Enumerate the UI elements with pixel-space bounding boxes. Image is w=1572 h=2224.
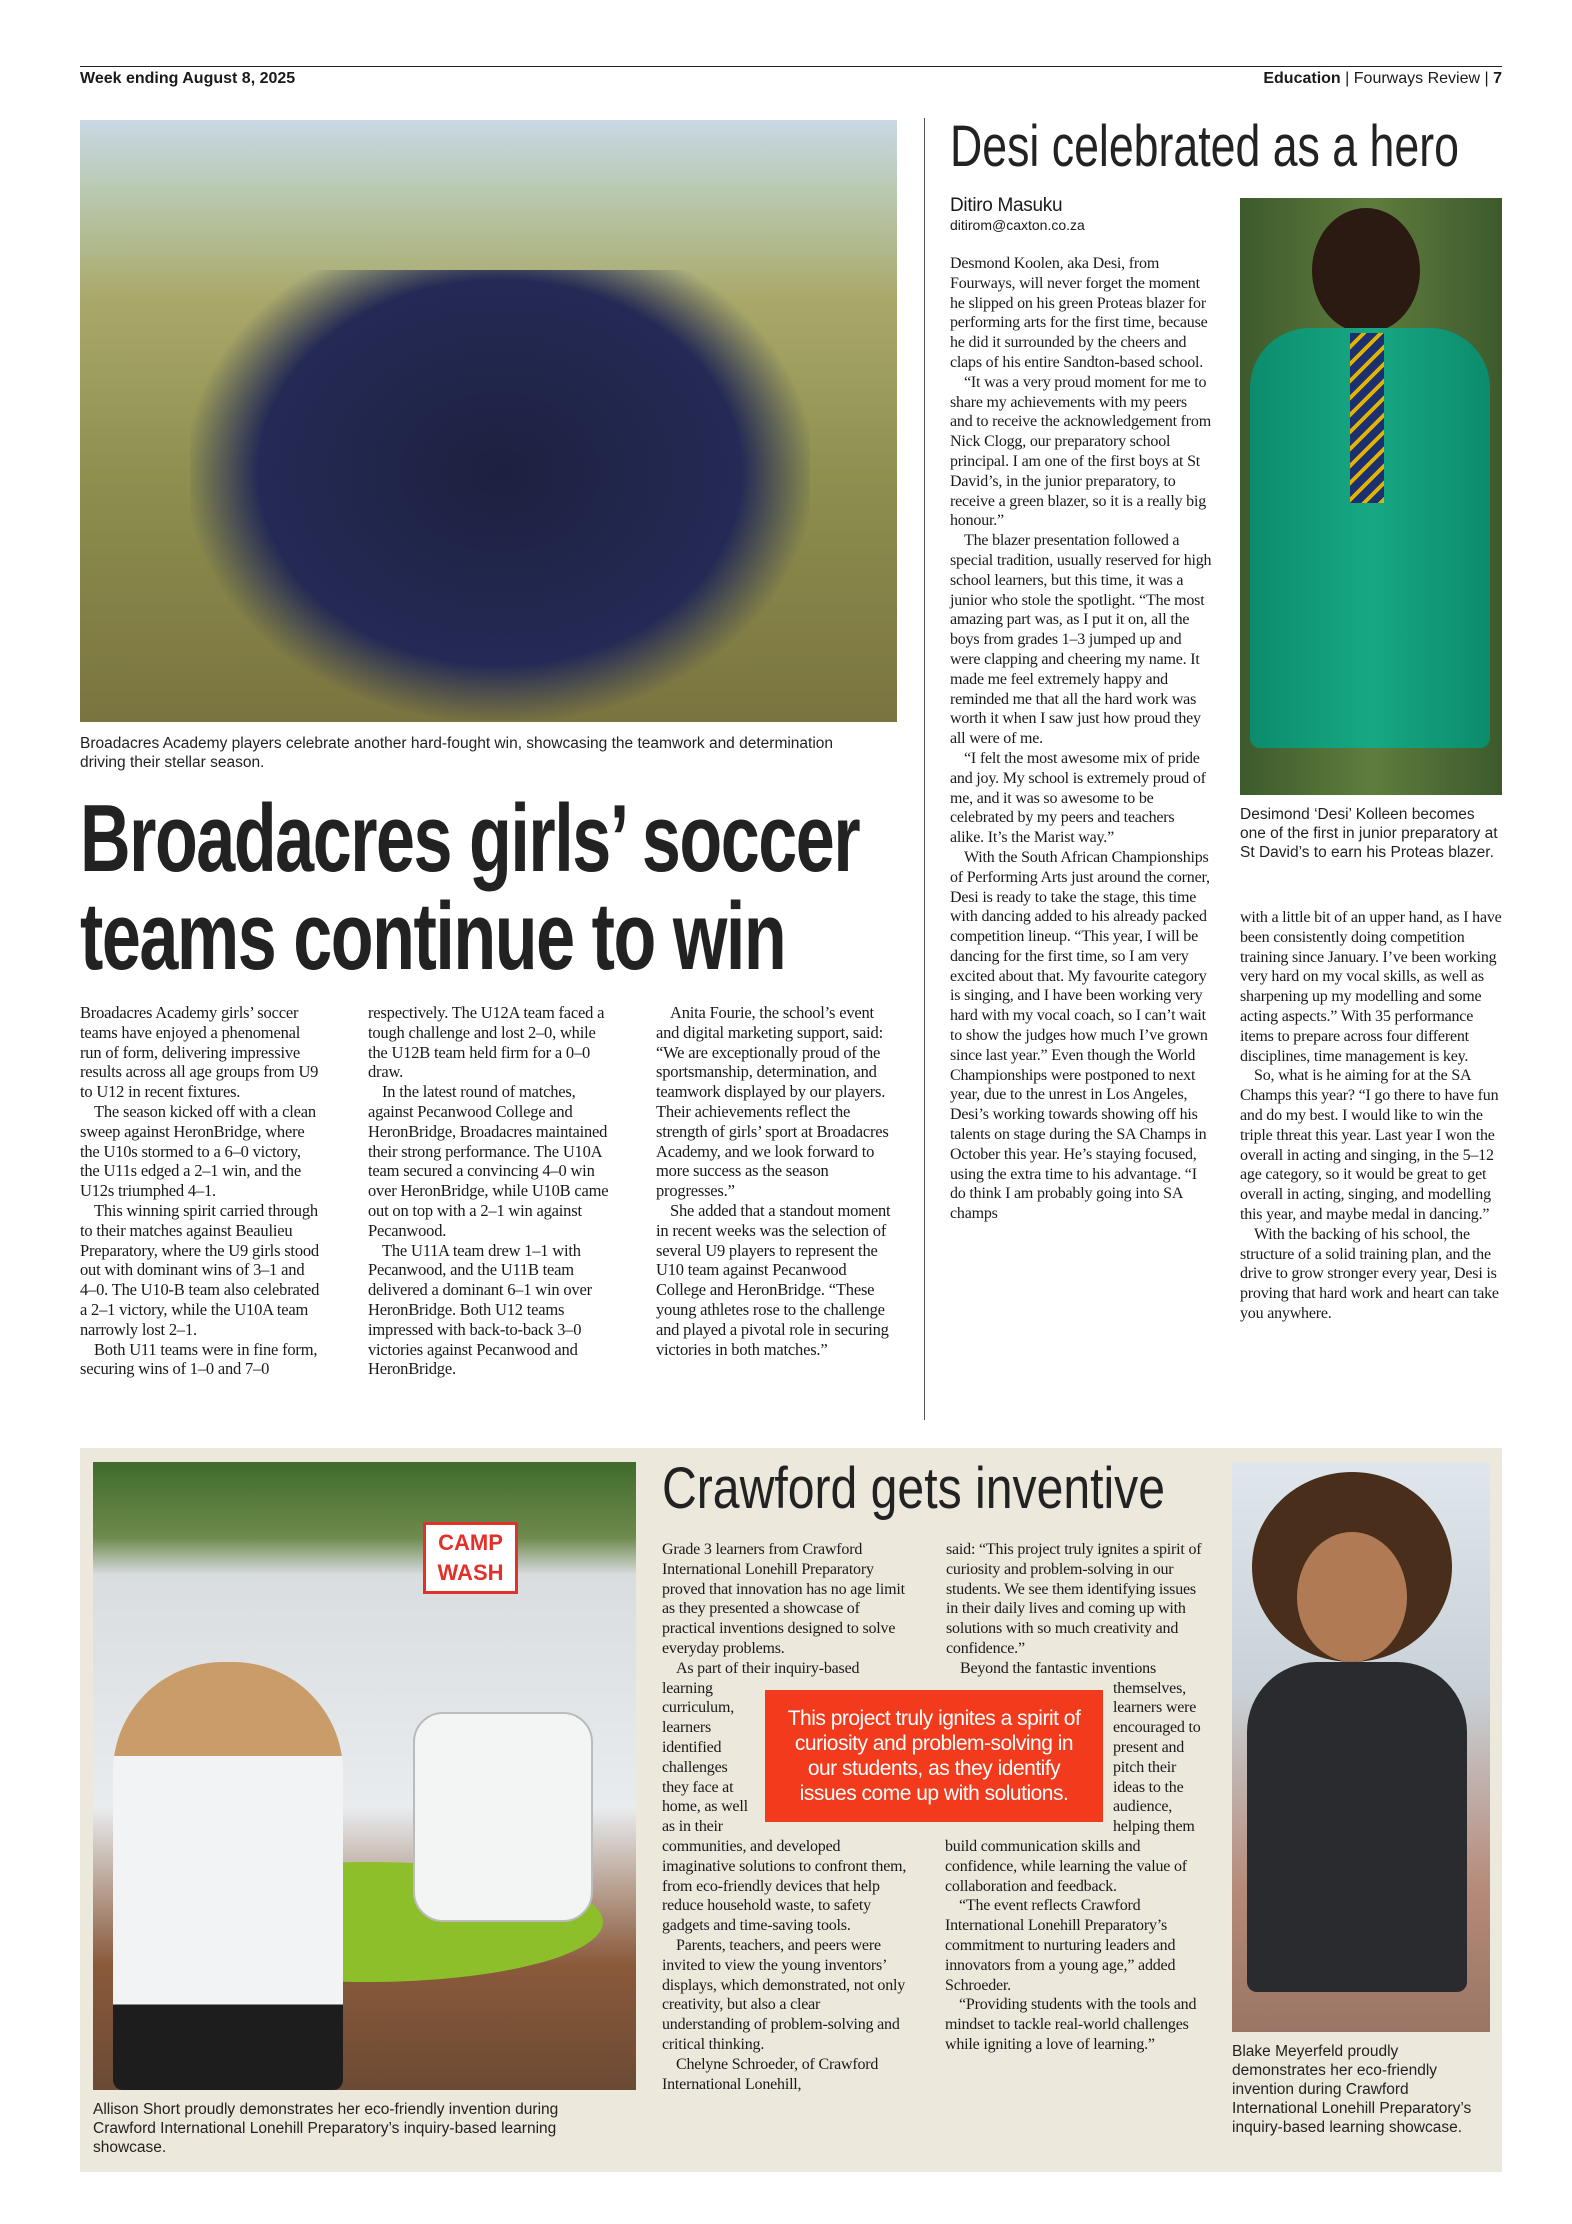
byline-author: Ditiro Masuku <box>950 195 1063 216</box>
girl-figure <box>113 1662 343 2090</box>
paragraph: The season kicked off with a clean sweep against HeronBridge, where the U10s stormed to a 6–0 victory, the U11s edged a 2–1 win, and the U12s triumphed 4–1. <box>80 1101 316 1201</box>
right-photo-caption: Blake Meyerfeld proudly demonstrates her eco-friendly invention during Crawford International Lonehill Preparatory’s inquiry-based learning showcase. <box>1232 2043 1472 2136</box>
section-name: Education <box>1263 70 1341 87</box>
soccer-headline-line-1: Broadacres girls’ soccer <box>80 785 860 892</box>
paragraph: Both U11 teams were in fine form, securing wins of 1–0 and 7–0 respectively. The U12A team faced a tough challenge and lost 2–0, while the U12B team held firm for a 0–0 draw. <box>80 1003 605 1379</box>
desi-photo-caption: Desimond ‘Desi’ Kolleen becomes one of the first in junior preparatory at St David’s to earn his Proteas blazer. <box>1240 806 1498 861</box>
boy-face <box>1312 208 1420 333</box>
paragraph: Beyond the fantastic inventions themselves, learners were encouraged to present and pitch their ideas to the audience, helping them build communication skills and confidence, while learning the value of collaboration and feedback. <box>945 1659 1201 1895</box>
desi-article-col-1 <box>950 254 1212 1224</box>
paragraph: Chelyne Schroeder, of Crawford International Lonehill, <box>662 2055 879 2093</box>
crawford-headline: Crawford gets inventive <box>662 1456 1166 1521</box>
paragraph: said: “This project truly ignites a spirit of curiosity and problem-solving in our students. We see them identifying issues in their daily lives and coming up with solutions with so much creativity and confidence.” <box>946 1541 1202 1657</box>
desi-headline: Desi celebrated as a hero <box>950 114 1459 179</box>
paragraph: “It was a very proud moment for me to share my achievements with my peers and to receive the acknowledgement from Nick Clogg, our preparatory school principal. I am one of the first boys at St David’s, in the junior preparatory, to receive a green blazer, so it is a really big honour.” <box>950 373 1211 530</box>
soccer-article-body <box>80 1003 900 1423</box>
separator: | <box>1484 70 1489 87</box>
paragraph: Grade 3 learners from Crawford International Lonehill Preparatory proved that innovation has no age limit as they presented a showcase of practical inventions designed to solve everyday problems. <box>662 1541 905 1657</box>
issue-date: Week ending August 8, 2025 <box>80 70 296 87</box>
column-divider <box>924 118 925 1420</box>
soccer-team-photo <box>80 120 897 722</box>
white-bucket <box>413 1712 593 1922</box>
page-number: 7 <box>1493 70 1502 87</box>
paragraph: “The event reflects Crawford International Lonehill Preparatory’s commitment to nurturing leaders and innovators from a young age,” added Schroeder. <box>945 1897 1176 1994</box>
paragraph: Desmond Koolen, aka Desi, from Fourways, will never forget the moment he slipped on his green Proteas blazer for performing arts for the first time, because he did it surrounded by the cheers and claps of his entire Sandton-based school. <box>950 255 1208 371</box>
paragraph: As part of their inquiry-based learning curriculum, learners identified challenges they face at home, as well as in their communities, and developed imaginative solutions to confront them, from eco-friendly devices that help reduce household waste, to safety gadgets and time-saving tools. <box>662 1659 907 1935</box>
header-rule <box>80 66 1502 67</box>
paragraph: With the South African Championships of Performing Arts just around the corner, Desi is ready to take the stage, this time with dancing added to his already packed competition lineup. “This year, I will be dancing for the first time, so I am very excited about that. My favourite category is singing, and I have been working very hard with my vocal coach, so I can’t wait to show the judges how much I’ve grown since last year.” Even though the World Championships were postponed to next year, due to the unrest in Los Angeles, Desi’s working towards showing off his talents on stage during the SA Champs in October this year. He’s staying focused, using the extra time to his advantage. “I do think I am probably going into SA champs <box>950 848 1210 1223</box>
dark-jacket <box>1247 1662 1467 1992</box>
paragraph: She added that a standout moment in recent weeks was the selection of several U9 players to represent the U10 team against Pecanwood College and HeronBridge. “These young athletes rose to the challenge and played a pivotal role in securing victories in both matches.” <box>656 1200 891 1359</box>
byline-email: ditirom@caxton.co.za <box>950 217 1085 233</box>
paragraph: “Providing students with the tools and mindset to tackle real-world challenges while igniting a love of learning.” <box>945 1996 1197 2053</box>
paragraph: with a little bit of an upper hand, as I have been consistently doing competition training since January. I’ve been working very hard on my vocal skills, as well as sharpening up my modelling and some acting aspects.” With 35 performance items to prepare across four different disciplines, time management is key. <box>1240 909 1502 1065</box>
paragraph: The blazer presentation followed a special tradition, usually reserved for high school learners, but this time, it was a junior who stole the spotlight. “The most amazing part was, as I put it on, all the boys from grades 1–3 jumped up and were clapping and cheering my name. It made me feel extremely happy and reminded me that all the hard work was worth it when I saw just how proud they all were of me. <box>950 532 1212 748</box>
pull-quote: This project truly ignites a spirit of curiosity and problem-solving in our students, as they identify issues come up with solutions. <box>765 1690 1103 1822</box>
pull-quote-offset <box>911 1540 912 1686</box>
paper-name: Fourways Review <box>1353 70 1481 87</box>
page-folio <box>1263 70 1502 88</box>
left-photo-caption: Allison Short proudly demonstrates her eco-friendly invention during Crawford International Lonehill Preparatory’s inquiry-based learning showcase. <box>93 2101 559 2156</box>
players-group <box>190 270 810 720</box>
desi-portrait-photo <box>1240 198 1502 795</box>
desi-article-col-2 <box>1240 908 1504 1324</box>
separator: | <box>1345 70 1350 87</box>
paragraph: In the latest round of matches, against Pecanwood College and HeronBridge, Broadacres maintained their strong performance. The U10A team secured a convincing 4–0 win over HeronBridge, while U10B came out on top with a 2–1 win against Pecanwood. <box>368 1082 609 1240</box>
shirt-tie <box>1350 333 1384 503</box>
paragraph: Anita Fourie, the school’s event and digital marketing support, said: “We are exceptionally proud of the sportsmanship, determination, and teamwork displayed by our players. Their achievements reflect the strength of girls’ sport at Broadacres Academy, and we look forward to more success as the season progresses.” <box>656 1003 889 1201</box>
invention-display-photo <box>93 1462 636 2090</box>
paragraph: Parents, teachers, and peers were invited to view the young inventors’ displays, which demonstrated, not only creativity, but also a clear understanding of problem-solving and critical thinking. <box>662 1936 906 2053</box>
girl-with-invention-photo <box>1232 1462 1490 2032</box>
paragraph: Broadacres Academy girls’ soccer teams have enjoyed a phenomenal run of form, delivering impressive results across all age groups from U9 to U12 in recent fixtures. <box>80 1003 319 1102</box>
paragraph: With the backing of his school, the structure of a solid training plan, and the drive to grow stronger every year, Desi is proving that hard work and heart can take you anywhere. <box>1240 1225 1499 1322</box>
soccer-photo-caption: Broadacres Academy players celebrate another hard-fought win, showcasing the teamwork and determination driving their stellar season. <box>80 735 834 771</box>
camp-wash-sign: CAMP WASH <box>423 1522 518 1594</box>
paragraph: The U11A team drew 1–1 with Pecanwood, and the U11B team delivered a dominant 6–1 win over HeronBridge. Both U12 teams impressed with back-to-back 3–0 victories against Pecanwood and HeronBridge. <box>368 1240 592 1379</box>
paragraph: So, what is he aiming for at the SA Champs this year? “I go there to have fun and do my best. I would like to win the triple threat this year. Last year I won the overall in acting and singing, in the 5–12 age category, so it would be great to get overall in acting, singing, and modelling this year, and maybe medal in dancing.” <box>1240 1067 1499 1223</box>
soccer-headline-line-2: teams continue to win <box>80 883 786 990</box>
girl-face <box>1297 1532 1407 1662</box>
paragraph: “I felt the most awesome mix of pride and joy. My school is extremely proud of me, and it was so awesome to be celebrated by my peers and teachers alike. It’s the Marist way.” <box>950 749 1206 847</box>
paragraph: This winning spirit carried through to their matches against Beaulieu Preparatory, where the U9 girls stood out with dominant wins of 3–1 and 4–0. The U10-B team also celebrated a 2–1 victory, while the U10A team narrowly lost 2–1. <box>80 1200 320 1339</box>
